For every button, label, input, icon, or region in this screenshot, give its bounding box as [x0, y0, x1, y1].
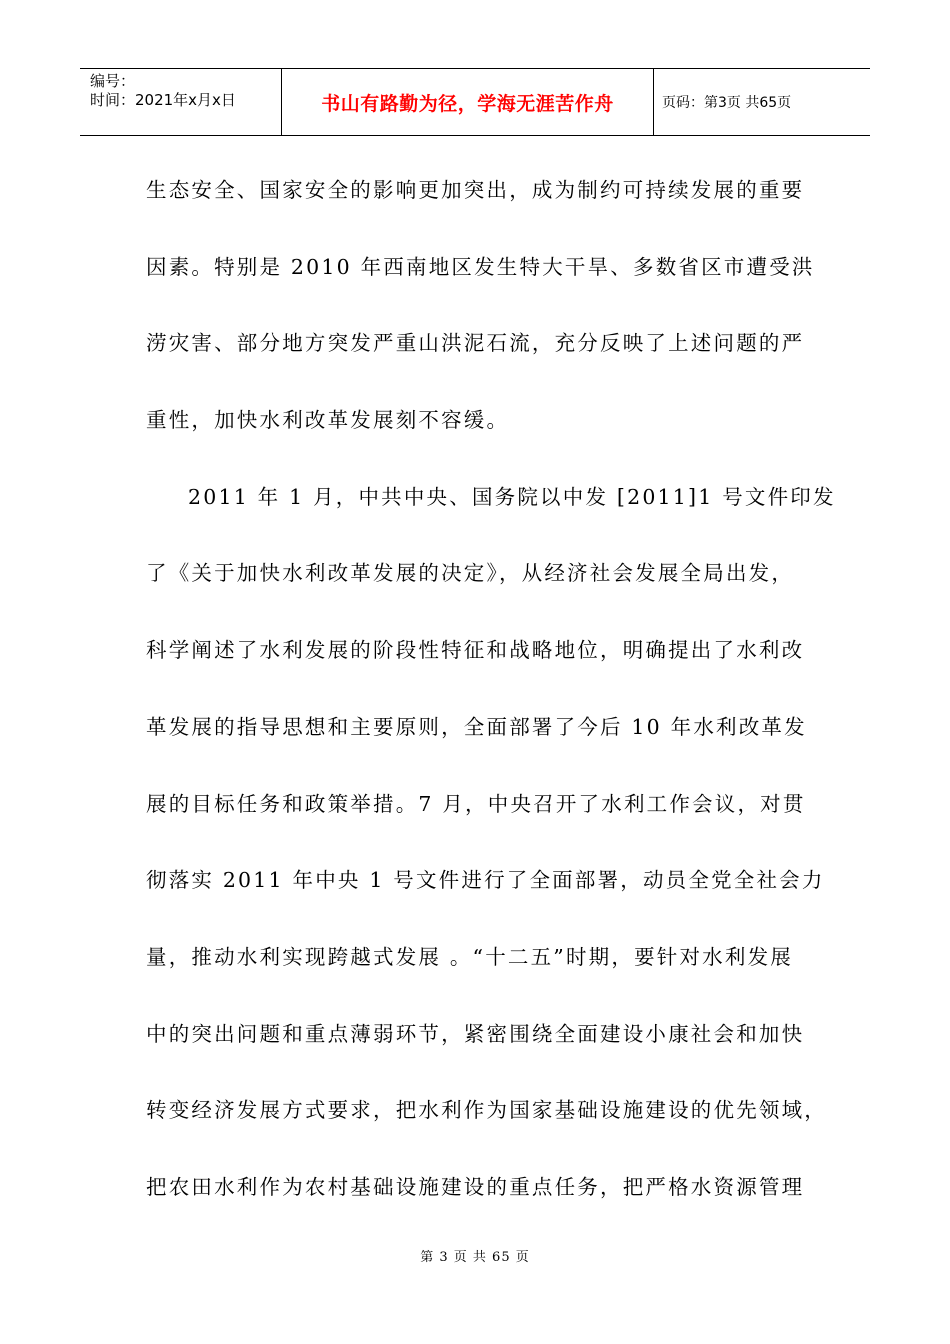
body-line: 因素。特别是 2010 年西南地区发生特大干旱、多数省区市遭受洪 [146, 254, 815, 279]
page-footer: 第 3 页 共 65 页 [420, 1250, 530, 1265]
body-line: 转变经济发展方式要求，把水利作为国家基础设施建设的优先领域， [146, 1098, 827, 1123]
header-page-cell [654, 69, 870, 135]
body-line: 革发展的指导思想和主要原则，全面部署了今后 10 年水利改革发 [146, 714, 807, 739]
body-line: 生态安全、国家安全的影响更加突出，成为制约可持续发展的重要 [146, 178, 805, 202]
body-line: 展的目标任务和政策举措。7 月，中央召开了水利工作会议，对贯 [146, 791, 806, 816]
document-date-label: 时间：2021年x月x日 [90, 91, 236, 109]
header-page-info: 页码：第3页 共65页 [662, 95, 792, 111]
body-line: 了《关于加快水利改革发展的决定》，从经济社会发展全局出发， [146, 561, 795, 586]
document-number-label: 编号： [90, 72, 136, 90]
body-line: 彻落实 2011 年中央 1 号文件进行了全面部署，动员全党全社会力 [146, 868, 825, 893]
header-motto-cell [282, 69, 654, 135]
body-line: 科学阐述了水利发展的阶段性特征和战略地位，明确提出了水利改 [146, 638, 805, 663]
document-body [146, 152, 836, 1226]
page-header [80, 68, 870, 136]
body-line: 量，推动水利实现跨越式发展 。“十二五”时期，要针对水利发展 [146, 944, 793, 969]
body-line: 把农田水利作为农村基础设施建设的重点任务，把严格水资源管理 [146, 1174, 805, 1199]
body-line: 涝灾害、部分地方突发严重山洪泥石流，充分反映了上述问题的严 [146, 331, 805, 356]
body-line: 重性，加快水利改革发展刻不容缓。 [146, 408, 510, 433]
body-line: 中的突出问题和重点薄弱环节，紧密围绕全面建设小康社会和加快 [146, 1021, 805, 1046]
header-motto: 书山有路勤为径，学海无涯苦作舟 [321, 92, 614, 115]
header-meta [80, 69, 282, 135]
body-line: 2011 年 1 月，中共中央、国务院以中发 [2011]1 号文件印发 [188, 484, 836, 509]
